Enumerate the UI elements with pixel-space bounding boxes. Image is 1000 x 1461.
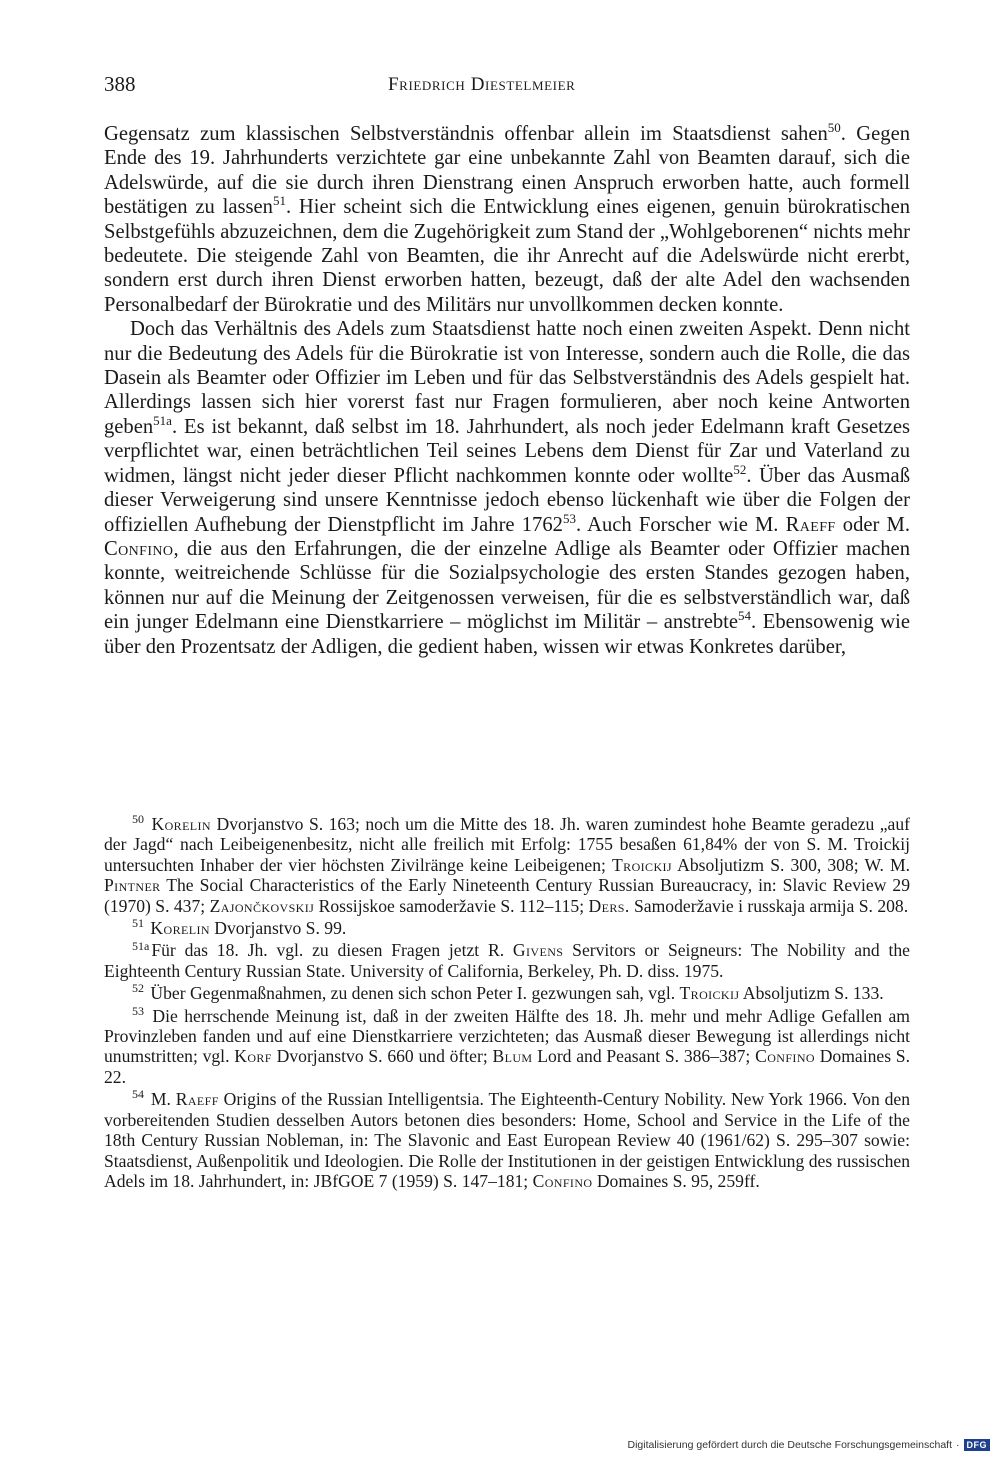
footnote-54: $^{54}$ M. Raeff Origins of the Russian Intelligentsia. The Eighteenth-Century Nobility. New York 1966. Von den vorbereitenden Studien desselben Autors betonen dies besonders: Home, School and Service in the Life of the 18th Century Russian Nobleman, in: The Slavonic and East European Review 40 (1961/62) S. 295–307 sowie: Staatsdienst, Außenpolitik und Ideologien. Die Rolle der Institutionen in der geistigen Entwicklung des russischen Adels im 18. Jahrhundert, in: JBfGOE 7 (1959) S. 147–181; Confino Domaines S. 95, 259ff.: [104, 1087, 910, 1191]
footnote-ref-50[interactable]: 50: [827, 120, 841, 136]
page-number: 388: [104, 72, 136, 96]
footnote-50: $^{50}$ Korelin Dvorjanstvo S. 163; noch um die Mitte des 18. Jh. waren zumindest hohe Beamte geradezu „auf der Jagd“ nach Leibeigenenbesitz, nicht alle freilich mit Erfolg: 1755 besaßen 61,84% der von S. M. Troickij untersuchten Inhaber der vier höchsten Zivilränge keine Leibeigenen; Troickij Absoljutizm S. 300, 308; W. M. Pintner The Social Characteristics of the Early Nineteenth Century Russian Bureaucracy, in: Slavic Review 29 (1970) S. 437; Zajončkovskij Rossijskoe samoderžavie S. 112–115; Ders. Samoderžavie i russkaja armija S. 208.: [104, 812, 910, 916]
dfg-logo-icon: DFG: [964, 1439, 991, 1451]
footnote-ref-52[interactable]: 52: [733, 461, 747, 477]
author-name: Confino: [104, 537, 174, 560]
footnote-53: $^{53}$ Die herrschende Meinung ist, daß in der zweiten Hälfte des 18. Jh. mehr und mehr Adlige Gefallen am Provinzleben fanden und auf eine Dienstkarriere verzichteten; das Ausmaß dieser Bewegung ist allerdings nicht unumstritten; vgl. Korf Dvorjanstvo S. 660 und öfter; Blum Lord and Peasant S. 386–387; Confino Domaines S. 22.: [104, 1003, 910, 1087]
footnote-ref-54[interactable]: 54: [738, 608, 752, 624]
dfg-credit-text: Digitalisierung gefördert durch die Deutsche Forschungsgemeinschaft: [627, 1439, 952, 1451]
footnote-ref-51[interactable]: 51: [272, 193, 286, 209]
footnote-52: $^{52}$ Über Gegenmaßnahmen, zu denen sich schon Peter I. gezwungen sah, vgl. Troickij Absoljutizm S. 133.: [132, 981, 884, 1004]
paragraph-1: Gegensatz zum klassischen Selbstverständnis offenbar allein im Staatsdienst sahen$^{50}$. Gegen Ende des 19. Jahrhunderts verzichtete gar eine unbekannte Zahl von Beamten darauf, sich die Adelswürde, auf die sie durch ihren Dienstrang einen Anspruch erworben hatte, auch formell bestätigen zu lassen$^{51}$. Hier scheint sich die Entwicklung eines eigenen, genuin bürokratischen Selbstgefühls abzuzeichnen, dem die Zugehörigkeit zum Stand der „Wohlgeborenen“ nichts mehr bedeutete. Die steigende Zahl von Beamten, die ihr Anrecht auf die Adelswürde nicht ererbt, sondern erst durch ihren Dienst erworben hatten, bezeugt, daß der alte Adel den wachsenden Personalbedarf der Bürokratie und des Militärs nur unvollkommen decken konnte.: [104, 120, 911, 316]
footnotes: [104, 814, 910, 1193]
body-text: [104, 122, 910, 659]
author-name: Raeff: [785, 513, 836, 536]
dfg-credit: Digitalisierung gefördert durch die Deutsche Forschungsgemeinschaft · DFG: [627, 1439, 990, 1451]
footnote-ref-51a[interactable]: 51a: [153, 413, 172, 429]
footnote-51: $^{51}$ Korelin Dvorjanstvo S. 99.: [132, 916, 347, 939]
running-head: Friedrich Diestelmeier: [388, 74, 576, 95]
footnote-51a: $^{51a}$ Für das 18. Jh. vgl. zu diesen Fragen jetzt R. Givens Servitors or Seigneurs: The Nobility and the Eighteenth Century Russian State. University of California, Berkeley, Ph. D. diss. 1975.: [104, 938, 910, 981]
footnote-ref-53[interactable]: 53: [562, 510, 576, 526]
paragraph-2: Doch das Verhältnis des Adels zum Staatsdienst hatte noch einen zweiten Aspekt. Denn nicht nur die Bedeutung des Adels für die Bürokratie ist von Interesse, sondern auch die Rolle, die das Dasein als Beamter oder Offizier im Leben und für das Selbstverständnis des Adels gespielt hat. Allerdings lassen sich hier vorerst fast nur Fragen formulieren, aber noch keine Antworten geben$^{51a}$. Es ist bekannt, daß selbst im 18. Jahrhundert, als noch jeder Edelmann kraft Gesetzes verpflichtet war, einen beträchtlichen Teil seines Lebens dem Dienst für Zar und Vaterland zu widmen, längst nicht jeder dieser Pflicht nachkommen konnte oder wollte$^{52}$. Über das Ausmaß dieser Verweigerung sind unsere Kenntnisse jedoch ebenso lückenhaft wie über die Folgen der offiziellen Aufhebung der Dienstpflicht im Jahre 1762$^{53}$. Auch Forscher wie M. Raeff oder M. Confino, die aus den Erfahrungen, die der einzelne Adlige als Beamter oder Offizier machen konnte, weitreichende Schlüsse für die Sozialpsychologie des ersten Standes gezogen haben, können nur auf die Meinung der Zeitgenossen verweisen, für die es selbstverständlich war, daß ein junger Edelmann eine Dienstkarriere – möglichst im Militär – anstrebte$^{54}$. Ebensowenig wie über den Prozentsatz der Adligen, die gedient haben, wissen wir etwas Konkretes darüber,: [104, 318, 910, 658]
